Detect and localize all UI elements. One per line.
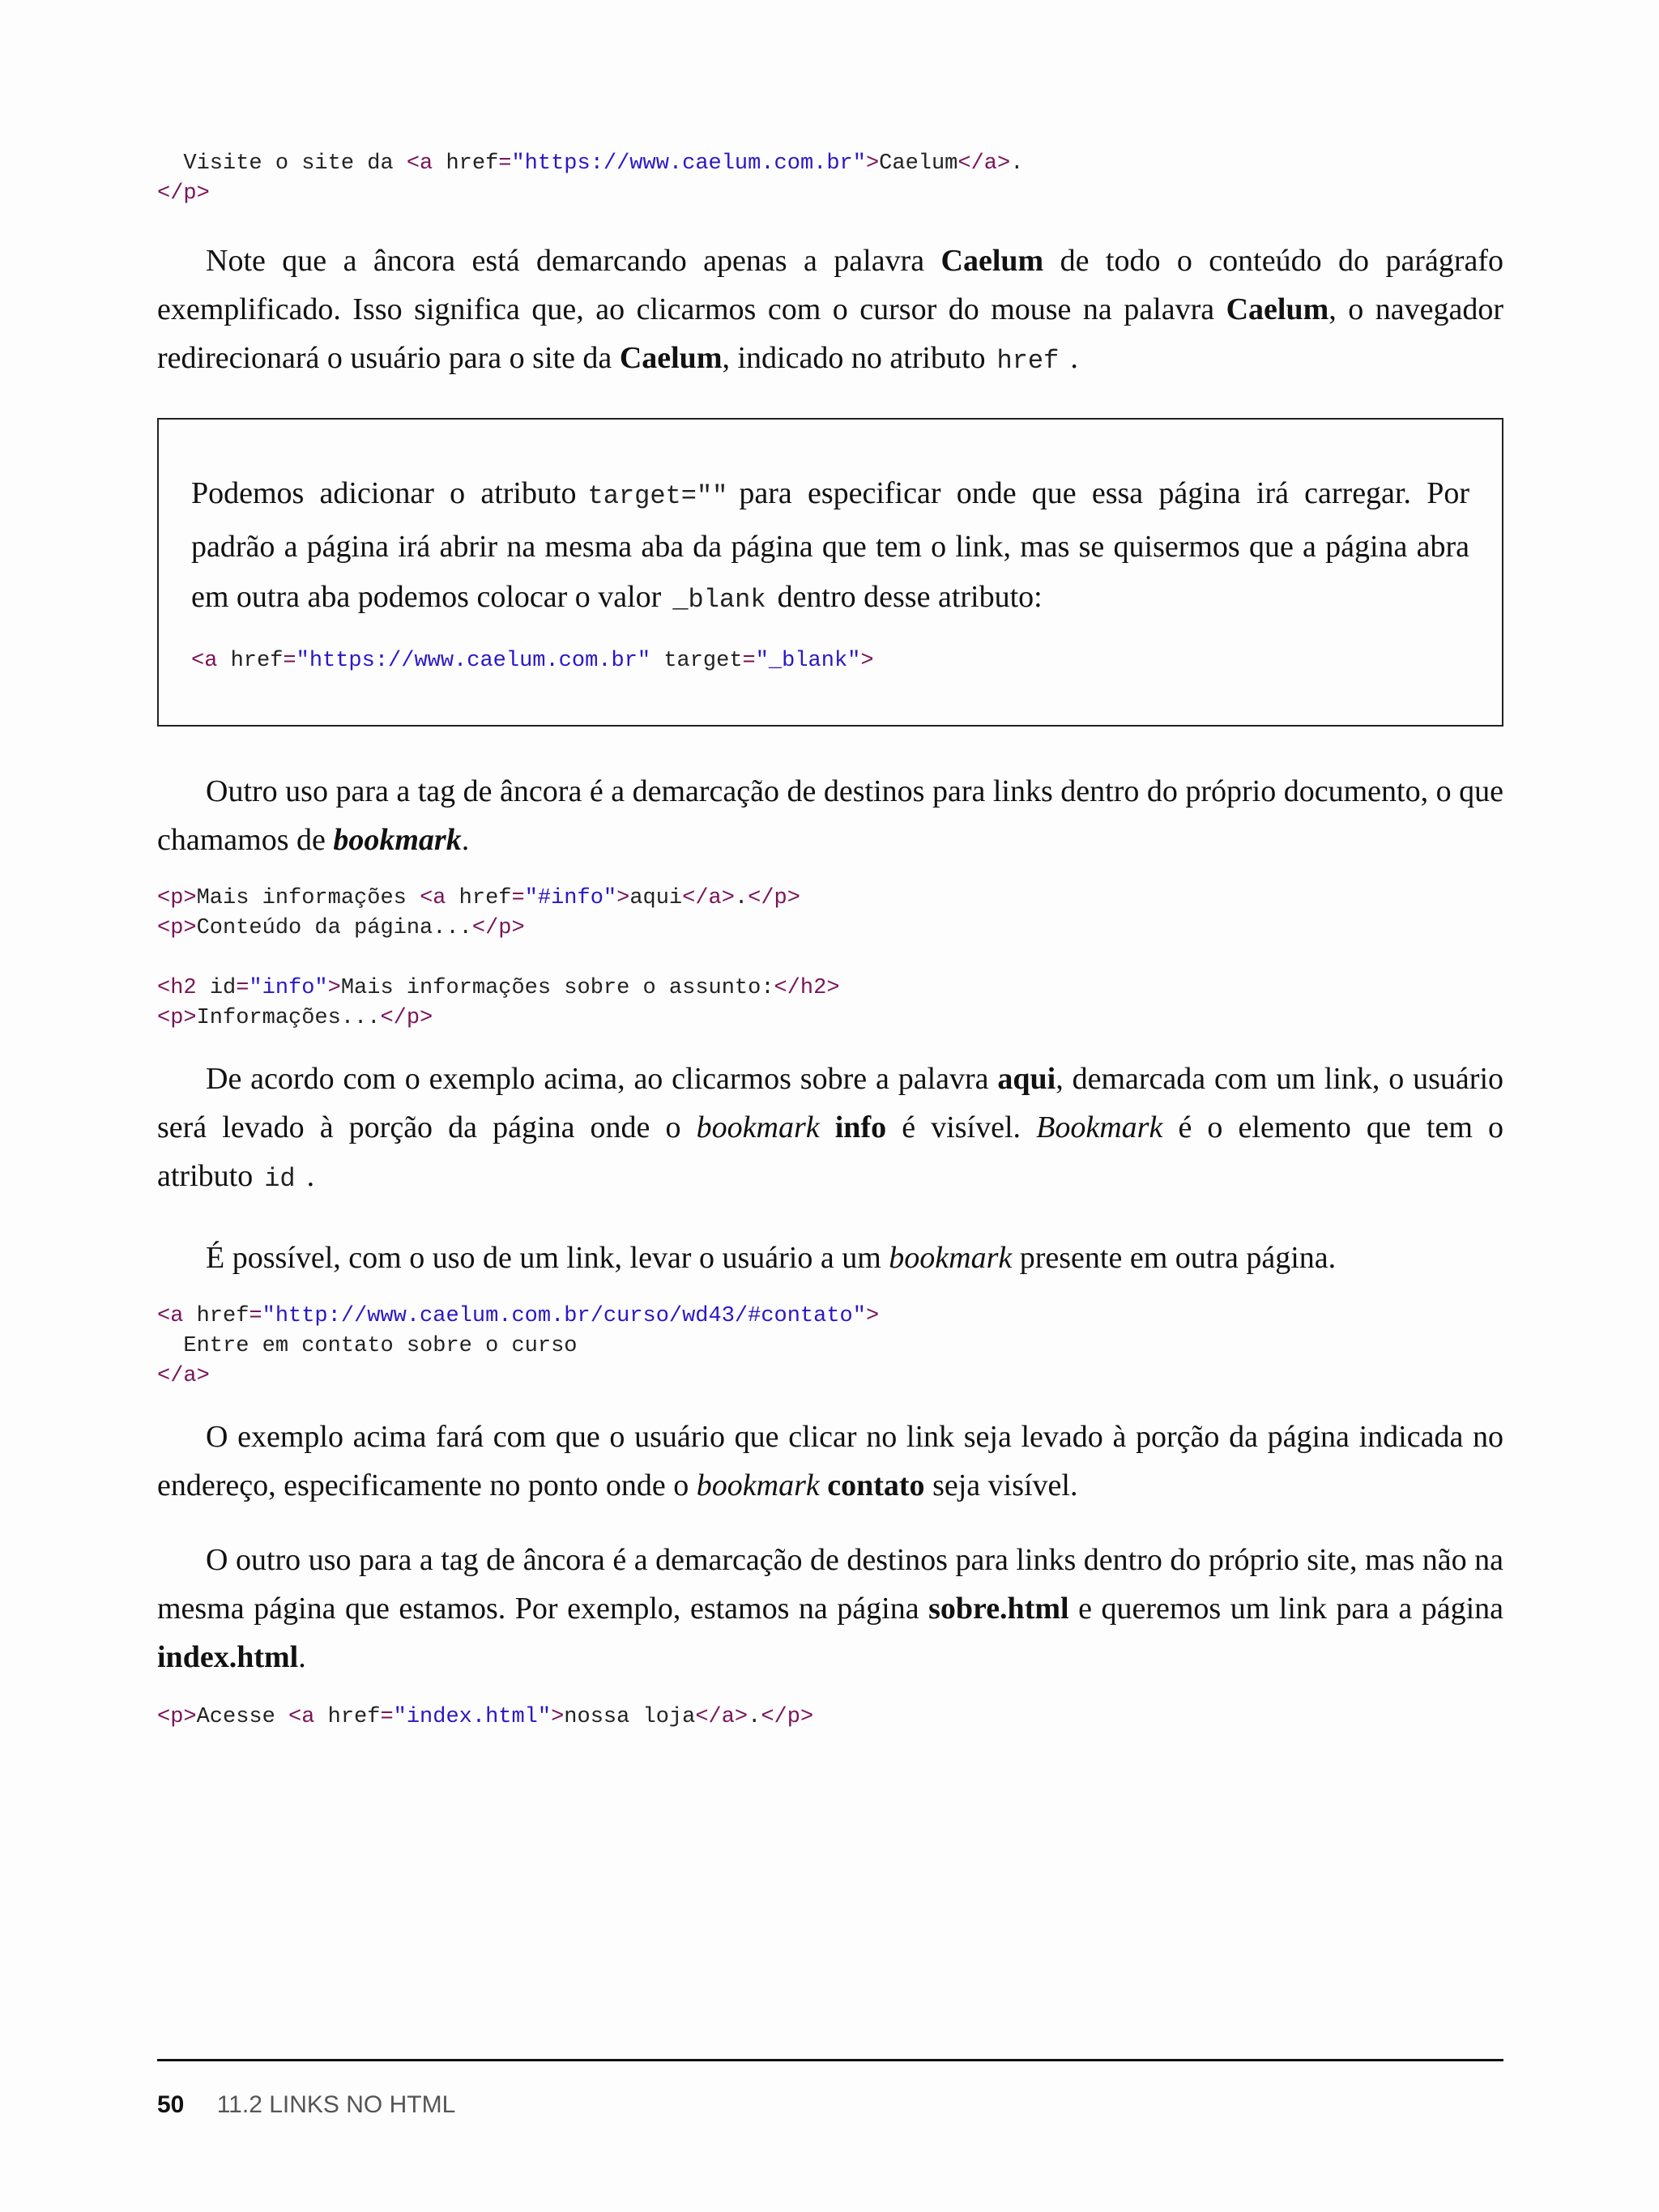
paragraph-bookmark-other-page: É possível, com o uso de um link, levar o usuário a um bookmark presente em outra página. — [206, 1241, 1337, 1275]
paragraph-same-site-links: O outro uso para a tag de âncora é a demarcação de destinos para links dentro do próprio site, mas não na mesma página que estamos. Por exemplo, estamos na página sobre.html e queremos um link para a página index.html. — [157, 1543, 1503, 1674]
paragraph-bookmark-intro: Outro uso para a tag de âncora é a demarcação de destinos para links dentro do próprio documento, o que chamamos de bookmark. — [157, 774, 1503, 857]
code-block-external-bookmark: <a href="http://www.caelum.com.br/curso/wd43/#contato"> Entre em contato sobre o curso </a> — [157, 1304, 880, 1388]
code-block-index-link: <p>Acesse <a href="index.html">nossa loja</a>.</p> — [157, 1705, 814, 1729]
inline-code-id: id — [264, 1164, 296, 1194]
inline-code-blank: _blank — [672, 585, 766, 615]
inline-code-target: target="" — [587, 481, 728, 511]
page-number: 50 — [157, 2091, 185, 2118]
footer-divider — [157, 2059, 1503, 2061]
inline-code-href: href — [996, 346, 1060, 376]
section-title: 11.2 LINKS NO HTML — [216, 2091, 456, 2118]
page-footer — [157, 2091, 455, 2119]
note-text: Podemos adicionar o atributo target="" para especificar onde que essa página irá carregar. Por padrão a página irá abrir na mesma aba da página que tem o link, mas se quisermos que a página abra em outra aba podemos colocar o valor _blank dentro desse atributo: — [191, 476, 1469, 615]
code-snippet-target-blank: <a href="https://www.caelum.com.br" target="_blank"> — [191, 649, 874, 673]
note-box-target-attribute — [157, 418, 1503, 727]
code-block-visit-site: Visite o site da <a href="https://www.caelum.com.br">Caelum</a>. </p> — [157, 151, 1024, 206]
code-block-bookmark-example: <p>Mais informações <a href="#info">aqui</a>.</p> <p>Conteúdo da página...</p> <h2 id="info">Mais informações sobre o assunto:</h2> <p>Informações...</p> — [157, 886, 840, 1030]
paragraph-contato-explanation: O exemplo acima fará com que o usuário que clicar no link seja levado à porção da página indicada no endereço, especificamente no ponto onde o bookmark contato seja visível. — [157, 1420, 1503, 1502]
page-content — [157, 151, 1503, 1733]
paragraph-bookmark-explanation: De acordo com o exemplo acima, ao clicarmos sobre a palavra aqui, demarcada com um link, o usuário será levado à porção da página onde o bookmark info é visível. Bookmark é o elemento que tem o atributo id . — [157, 1062, 1504, 1194]
paragraph-anchor-explanation: Note que a âncora está demarcando apenas a palavra Caelum de todo o conteúdo do parágrafo exemplificado. Isso significa que, ao clicarmos com o cursor do mouse na palavra Caelum, o navegador redirecionará o usuário para o site da Caelum, indicado no atributo href . — [157, 244, 1504, 376]
